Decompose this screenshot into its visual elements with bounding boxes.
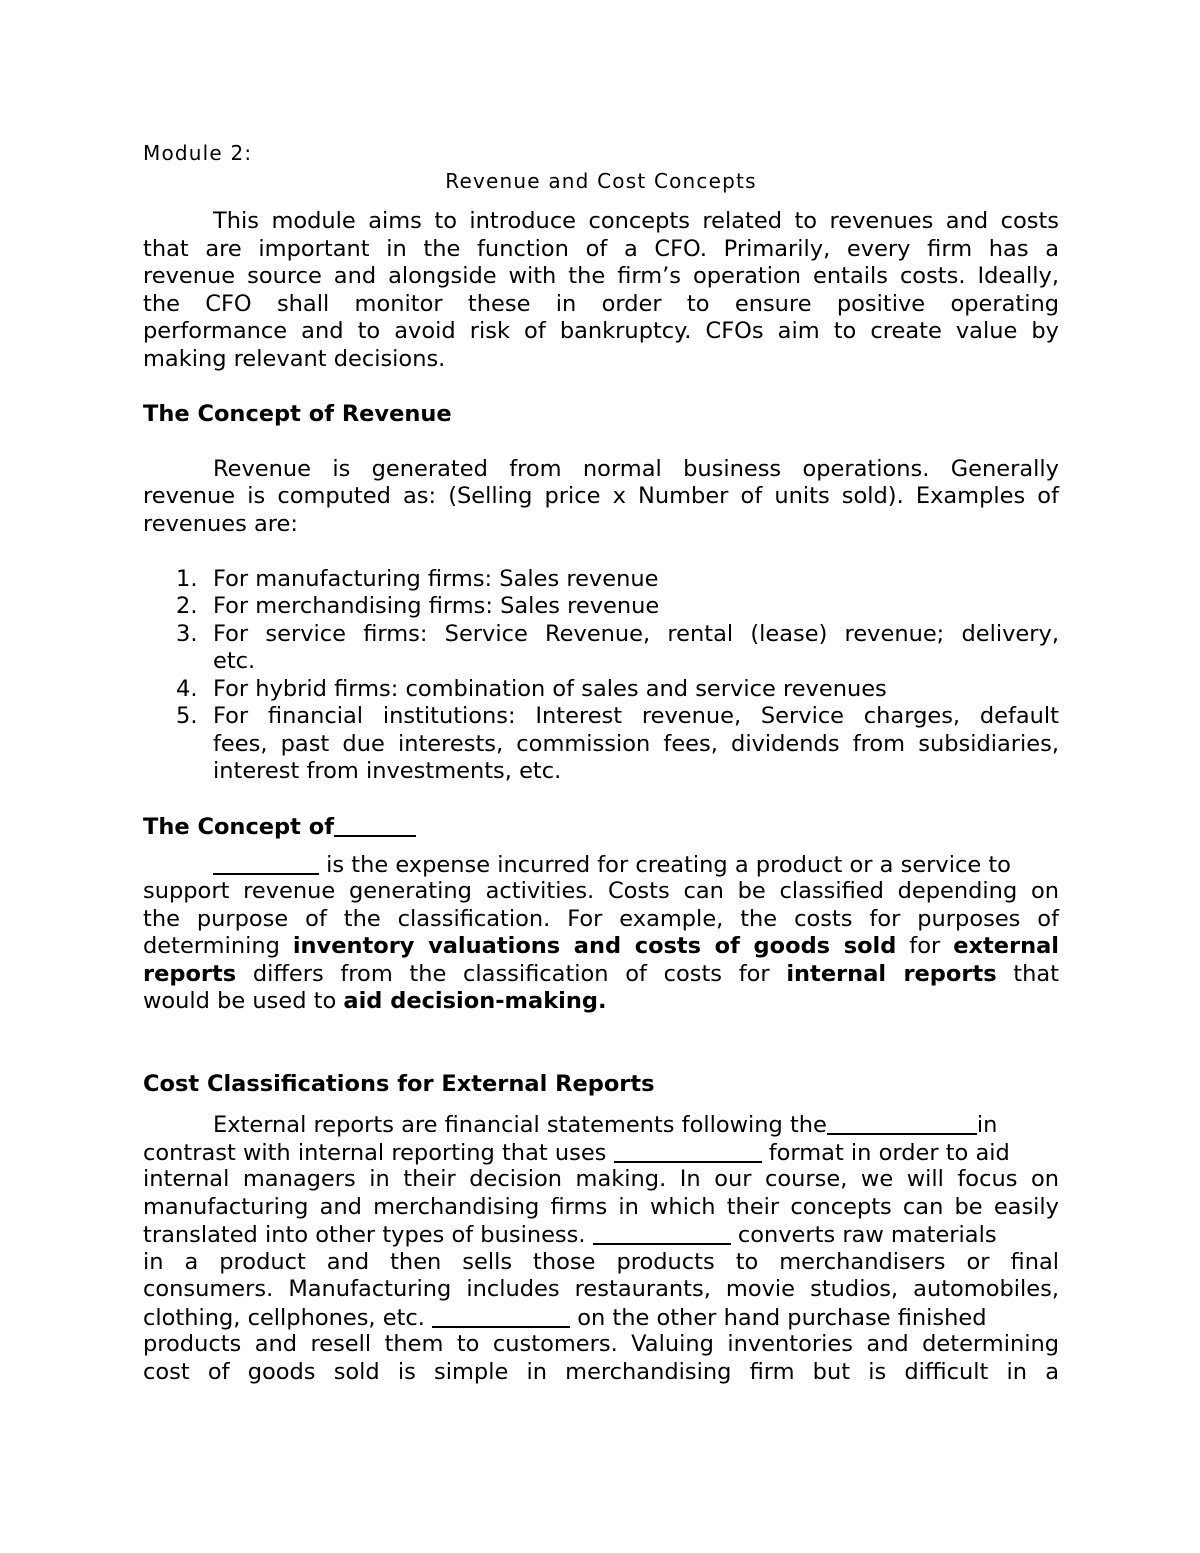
- list-item-text: For hybrid firms: combination of sales and service revenues: [213, 675, 887, 702]
- text-line: the CFO shall monitor these in order to ensure positive operating: [143, 290, 1059, 317]
- text-line: support revenue generating activities. Costs can be classified depending on: [143, 878, 1059, 904]
- cost-paragraph: [143, 851, 1059, 1016]
- fill-in-blank: [614, 1139, 762, 1163]
- list-number: 3.: [176, 620, 198, 647]
- document-title: Revenue and Cost Concepts: [445, 168, 757, 193]
- text-line: revenue is computed as: (Selling price x Number of units sold). Examples of: [143, 483, 1059, 509]
- text-line: internal managers in their decision making. In our course, we will focus on: [143, 1166, 1059, 1192]
- list-item: [143, 703, 1059, 786]
- text-line: is the expense incurred for creating a product or a service to: [143, 851, 1059, 879]
- list-number: 2.: [176, 593, 198, 619]
- text-line: would be used to aid decision-making.: [143, 988, 607, 1014]
- fill-in-blank: [593, 1221, 731, 1245]
- heading-text: The Concept of: [143, 814, 334, 840]
- fill-in-blank: [334, 813, 416, 837]
- text-line: reports differs from the classification of costs for internal reports that: [143, 960, 1059, 987]
- text-line: clothing, cellphones, etc. on the other hand purchase finished: [143, 1304, 987, 1331]
- section-heading-cost: [143, 813, 1059, 841]
- list-item-text: etc.: [213, 648, 256, 674]
- list-item-text: interest from investments, etc.: [213, 758, 562, 784]
- section-heading-revenue: The Concept of Revenue: [143, 400, 452, 427]
- list-item-text: For manufacturing firms: Sales revenue: [213, 565, 659, 592]
- intro-paragraph: [143, 208, 1059, 373]
- list-item: [143, 676, 1059, 704]
- text-line: determining inventory valuations and costs of goods sold for external: [143, 933, 1059, 959]
- list-item: [143, 566, 1059, 594]
- text-line: revenues are:: [143, 510, 298, 537]
- text-line: revenue source and alongside with the firm’s operation entails costs. Ideally,: [143, 263, 1059, 289]
- text-line: manufacturing and merchandising firms in which their concepts can be easily: [143, 1193, 1059, 1220]
- revenue-paragraph: [143, 456, 1059, 539]
- list-item: [143, 593, 1059, 621]
- text-line: making relevant decisions.: [143, 345, 446, 372]
- list-item-text: fees, past due interests, commission fees, dividends from subsidiaries,: [213, 730, 1059, 757]
- list-item-text: For merchandising firms: Sales revenue: [213, 593, 660, 619]
- text-line: that are important in the function of a CFO. Primarily, every firm has a: [143, 235, 1059, 262]
- text-line: consumers. Manufacturing includes restaurants, movie studios, automobiles,: [143, 1276, 1059, 1302]
- list-number: 1.: [176, 565, 198, 592]
- text-line: contrast with internal reporting that uses format in order to aid: [143, 1139, 1010, 1166]
- list-item-text: For service firms: Service Revenue, rental (lease) revenue; delivery,: [213, 620, 1059, 647]
- document-body: [143, 140, 1059, 1386]
- text-line: cost of goods sold is simple in merchandising firm but is difficult in a: [143, 1358, 1059, 1385]
- list-number: 5.: [176, 703, 198, 729]
- text-line: performance and to avoid risk of bankruptcy. CFOs aim to create value by: [143, 318, 1059, 344]
- revenue-examples-list: [143, 566, 1059, 786]
- text-line: This module aims to introduce concepts related to revenues and costs: [213, 208, 1059, 234]
- text-line: translated into other types of business. converts raw materials: [143, 1222, 997, 1248]
- text-line: products and resell them to customers. Valuing inventories and determining: [143, 1331, 1059, 1357]
- section-heading-external: Cost Classifications for External Reports: [143, 1070, 655, 1097]
- text-line: External reports are financial statements following the in: [213, 1112, 998, 1138]
- list-item: [143, 621, 1059, 676]
- fill-in-blank: [827, 1111, 977, 1135]
- text-line: in a product and then sells those products to merchandisers or final: [143, 1248, 1059, 1275]
- fill-in-blank: [213, 851, 319, 875]
- external-paragraph: [143, 1111, 1059, 1386]
- list-item-text: For financial institutions: Interest revenue, Service charges, default: [213, 703, 1059, 729]
- module-label: Module 2:: [143, 141, 253, 165]
- fill-in-blank: [432, 1304, 570, 1328]
- text-line: the purpose of the classification. For example, the costs for purposes of: [143, 905, 1059, 932]
- text-line: Revenue is generated from normal business operations. Generally: [213, 455, 1059, 482]
- list-number: 4.: [176, 675, 198, 702]
